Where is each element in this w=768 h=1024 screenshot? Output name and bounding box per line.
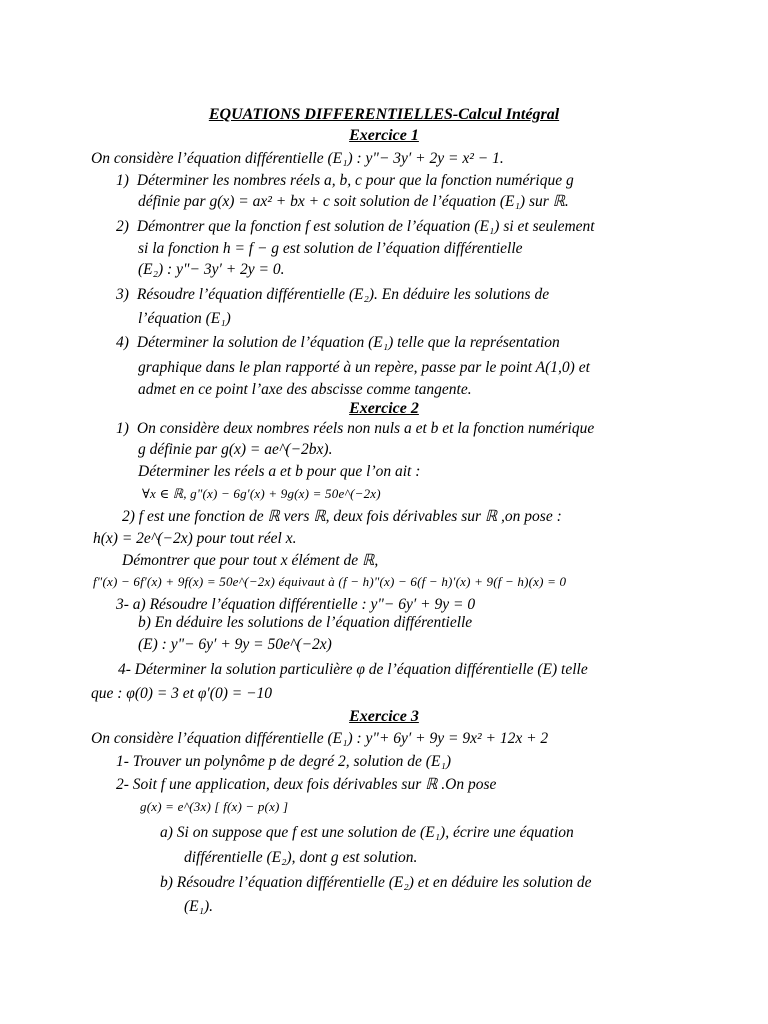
ex1-q2-line2: si la fonction h = f − g est solution de l’équation différentielle [138, 240, 523, 257]
ex1-q1-line2: définie par g(x) = ax² + bx + c soit solution de l’équation (E₁) sur ℝ. [138, 193, 569, 210]
ex2-q3-line3: (E) : y"− 6y′ + 9y = 50e^(−2x) [138, 636, 332, 653]
ex3-q2-definition: g(x) = e^(3x) [ f(x) − p(x) ] [140, 799, 289, 814]
ex1-q4-line2: graphique dans le plan rapporté à un repère, passe par le point A(1,0) et [138, 359, 590, 376]
ex3-qb-line2: (E₁). [184, 898, 214, 915]
ex3-q1: 1- Trouver un polynôme p de degré 2, solution de (E₁) [116, 753, 451, 770]
ex1-q4-line3: admet en ce point l’axe des abscisse comme tangente. [138, 381, 472, 398]
ex2-q1-line3: Déterminer les réels a et b pour que l’on ait : [138, 463, 421, 480]
ex2-q1-line2: g définie par g(x) = ae^(−2bx). [138, 441, 333, 458]
ex2-q4-line2: que : φ(0) = 3 et φ′(0) = −10 [91, 685, 273, 702]
ex2-q2-line2: h(x) = 2e^(−2x) pour tout réel x. [93, 530, 297, 547]
ex1-q4-line1 [116, 334, 560, 352]
ex1-q4-text: Déterminer la solution de l’équation (E₁) telle que la représentation [136, 334, 560, 351]
ex3-qb-line1: b) Résoudre l’équation différentielle (E₂) et en déduire les solution de [160, 874, 592, 891]
ex3-intro: On considère l’équation différentielle (E₁) : y"+ 6y′ + 9y = 9x² + 12x + 2 [91, 730, 549, 747]
ex2-q3-line2: b) En déduire les solutions de l’équation différentielle [138, 614, 473, 631]
ex3-qa-line1: a) Si on suppose que f est une solution de (E₁), écrire une équation [160, 824, 574, 841]
ex2-q4-line1: 4- Déterminer la solution particulière φ de l’équation différentielle (E) telle [118, 661, 588, 678]
ex2-q2-equivalence: f"(x) − 6f′(x) + 9f(x) = 50e^(−2x) équivaut à (f − h)"(x) − 6(f − h)′(x) + 9(f − h)(x) = 0 [93, 574, 567, 589]
ex2-q3-line1: 3- a) Résoudre l’équation différentielle : y"− 6y′ + 9y = 0 [116, 596, 476, 613]
ex2-q1-line1 [116, 420, 594, 438]
ex1-q3-text: Résoudre l’équation différentielle (E₂). En déduire les solutions de [136, 286, 550, 303]
ex1-q1-line1 [116, 172, 574, 190]
ex1-q2-line3: (E₂) : y"− 3y′ + 2y = 0. [138, 261, 285, 278]
exercise-2-heading: Exercice 2 [349, 400, 419, 417]
ex1-intro: On considère l’équation différentielle (E₁) : y"− 3y′ + 2y = x² − 1. [91, 150, 504, 167]
ex1-q2-line1 [116, 218, 595, 236]
ex1-q2-text: Démontrer que la fonction f est solution de l’équation (E₁) si et seulement [136, 218, 595, 235]
ex1-q3-line1 [116, 286, 549, 304]
exercise-3-heading: Exercice 3 [349, 708, 419, 725]
ex2-q2-line3: Démontrer que pour tout x élément de ℝ, [122, 552, 379, 569]
ex2-q1-text: On considère deux nombres réels non nuls a et b et la fonction numérique [136, 420, 595, 437]
ex2-q2-line1: 2) f est une fonction de ℝ vers ℝ, deux fois dérivables sur ℝ ,on pose : [122, 508, 562, 525]
ex2-q1-condition: ∀x ∈ ℝ, g"(x) − 6g′(x) + 9g(x) = 50e^(−2x) [142, 486, 381, 501]
document-title: EQUATIONS DIFFERENTIELLES-Calcul Intégral [208, 106, 560, 123]
ex1-q1-number: 1) [116, 172, 129, 189]
ex3-q2-line1: 2- Soit f une application, deux fois dérivables sur ℝ .On pose [116, 776, 497, 793]
ex1-q1-text: Déterminer les nombres réels a, b, c pour que la fonction numérique g [136, 172, 574, 189]
ex1-q3-number: 3) [116, 286, 129, 303]
ex1-q4-number: 4) [116, 334, 129, 351]
ex1-q2-number: 2) [116, 218, 129, 235]
ex1-q3-line2: l’équation (E₁) [138, 310, 231, 327]
exercise-1-heading: Exercice 1 [349, 127, 419, 144]
ex2-q1-number: 1) [116, 420, 129, 437]
ex3-qa-line2: différentielle (E₂), dont g est solution. [184, 849, 418, 866]
